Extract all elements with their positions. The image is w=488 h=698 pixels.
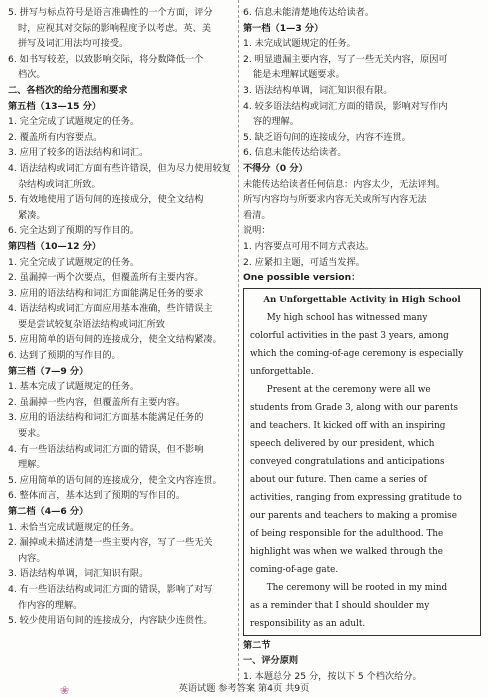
text-line: 作内容的理解。 [18,599,83,611]
text-line: 理解。 [18,459,46,471]
text-line: 1. 内容要点可用不同方式表达。 [243,240,375,252]
essay-line: and teachers. It kicked off with an inspiring [250,420,446,431]
text-line: 3. 语法结构单调，词汇知识有限。 [8,568,149,580]
text-line: 3. 应用的语法结构和词汇方面能满足任务的要求 [8,287,204,299]
text-line: 6. 达到了预期的写作目的。 [8,350,121,362]
section-heading: 第四档（10—12 分） [8,240,102,252]
text-line: 6. 信息未能传达给读者。 [243,147,347,159]
text-line: 容的理解。 [253,116,299,128]
text-line: 2. 虽漏掉一些内容，但覆盖所有主要内容。 [8,396,186,408]
essay-line: responsibility as an adult. [250,618,366,629]
text-line: 2. 漏掉或未描述清楚一些主要内容，写了一些无关 [8,537,213,549]
essay-line: about our future. Then came a series of [250,474,427,485]
section-heading: 二、各档次的给分范围和要求 [8,84,128,96]
text-line: 紧凑。 [18,209,46,221]
text-line: 2. 覆盖所有内容要点。 [8,131,103,143]
essay-line: as a reminder that I should shoulder my [250,600,430,611]
essay-line: of being responsible for the adulthood. The [250,528,444,539]
essay-line: activities, ranging from expressing gratitude to [250,492,462,503]
section-heading: 第一档（1—3 分） [243,22,324,34]
essay-line: colorful activities in the past 3 years, among [250,330,449,341]
text-line: 4. 有一些语法结构或词汇方面的错误，影响了对写 [8,583,213,595]
essay-line: conveyed congratulations and anticipations [250,456,445,467]
essay-line: which the coming-of-age ceremony is especially [250,348,464,359]
text-line: 6. 完全达到了预期的写作目的。 [8,225,140,237]
essay-title: An Unforgettable Activity in High School [263,294,461,305]
section-heading: 第五档（13—15 分） [8,100,102,112]
text-line: 时，应视其对交际的影响程度予以考虑。英、美 [18,22,211,34]
section-heading: 一、评分原则 [243,655,299,667]
text-line: 1. 未完成试题规定的任务。 [243,38,356,50]
text-line: 要求。 [18,428,46,440]
page-footer: 英语试题 参考答案 第4页 共9页 [178,683,310,694]
sample-essay-box [243,288,481,636]
text-line: 2. 明显遗漏主要内容，写了一些无关内容，原因可 [243,53,448,65]
essay-line: coming-of-age gate. [250,564,339,575]
text-line: 杂结构或词汇所致。 [18,178,101,190]
text-line: 6. 信息未能清楚地传达给读者。 [243,7,375,18]
text-line: 4. 语法结构或词汇方面应用基本准确，些许错误主 [8,303,213,315]
text-line: 能是未理解试题要求。 [253,69,345,81]
text-line: 4. 语法结构或词汇方面有些许错误，但为尽力使用较复 [8,162,231,174]
section-heading: 第三档（7—9 分） [8,365,89,377]
essay-line: speech delivered by our president, which [250,438,435,449]
text-line: 3. 应用的语法结构和词汇方面基本能满足任务的 [8,412,204,424]
column-divider [238,0,239,686]
text-line: 档次。 [18,69,46,81]
decorative-stamp-mark: ❀ [60,684,70,697]
section-heading: 第二节 [243,639,271,651]
essay-line: My high school has witnessed many [250,312,428,323]
text-line: 1. 基本完成了试题规定的任务。 [8,381,140,393]
right-column [243,5,481,684]
essay-line: The ceremony will be rooted in my mind [250,582,448,593]
text-line: 1. 完全完成了试题规定的任务。 [8,256,140,268]
text-line: 4. 较多语法结构或词汇方面的错误，影响对写作内 [243,100,448,112]
essay-line: Present at the ceremony were all we [250,384,431,395]
essay-line: students from Grade 3, along with our parents [250,402,459,413]
text-line: 5. 应用简单的语句间的连接成分，使全文内容连贯。 [8,474,222,486]
text-line: 5. 缺乏语句间的连接成分，内容不连贯。 [243,131,411,143]
text-line: 1. 本题总分 25 分，按以下 5 个档次给分。 [243,670,422,682]
text-line: 2. 虽漏掉一两个次要点，但覆盖所有主要内容。 [8,272,204,284]
text-line: 要是尝试较复杂语法结构或词汇所致 [18,318,165,330]
section-heading: 不得分（0 分） [243,162,308,174]
text-line: 内容。 [18,552,46,564]
text-line: 1. 完全完成了试题规定的任务。 [8,116,140,128]
text-line: 5. 应用简单的语句间的连接成分，使全文结构紧凑。 [8,334,222,346]
section-heading: 第二档（4—6 分） [8,506,89,517]
essay-line: unforgettable. [250,366,314,377]
text-line: 说明： [243,225,271,237]
text-line: 4. 有一些语法结构或词汇方面的错误，但不影响 [8,443,204,455]
text-line: 看清。 [243,209,271,221]
essay-line: our parents and teachers to making a promise [250,510,457,521]
section-heading: One possible version： [243,272,361,284]
text-line: 5. 拼写与标点符号是语言准确性的一个方面，评分 [8,7,213,18]
text-line: 拼写及词汇用法均可接受。 [18,38,129,50]
text-line: 所写内容均与所要求内容无关或所写内容无法 [243,194,427,206]
text-line: 5. 较少使用语句间的连接成分，内容缺少连贯性。 [8,615,213,627]
text-line: 未能传达给读者任何信息：内容太少，无法评判。 [243,178,446,190]
left-column [8,5,236,629]
text-line: 3. 应用了较多的语法结构和词汇。 [8,147,149,159]
text-line: 3. 语法结构单调，词汇知识很有限。 [243,84,393,96]
text-line: 6. 如书写较差，以致影响交际，将分数降低一个 [8,53,204,65]
text-line: 5. 有效地使用了语句间的连接成分，使全文结构 [8,194,204,206]
text-line: 1. 未恰当完成试题规定的任务。 [8,521,140,533]
text-line: 6. 整体而言，基本达到了预期的写作目的。 [8,490,186,502]
text-line: 2. 应紧扣主题，可适当发挥。 [243,256,365,268]
essay-line: highlight was when we walked through the [250,546,443,557]
